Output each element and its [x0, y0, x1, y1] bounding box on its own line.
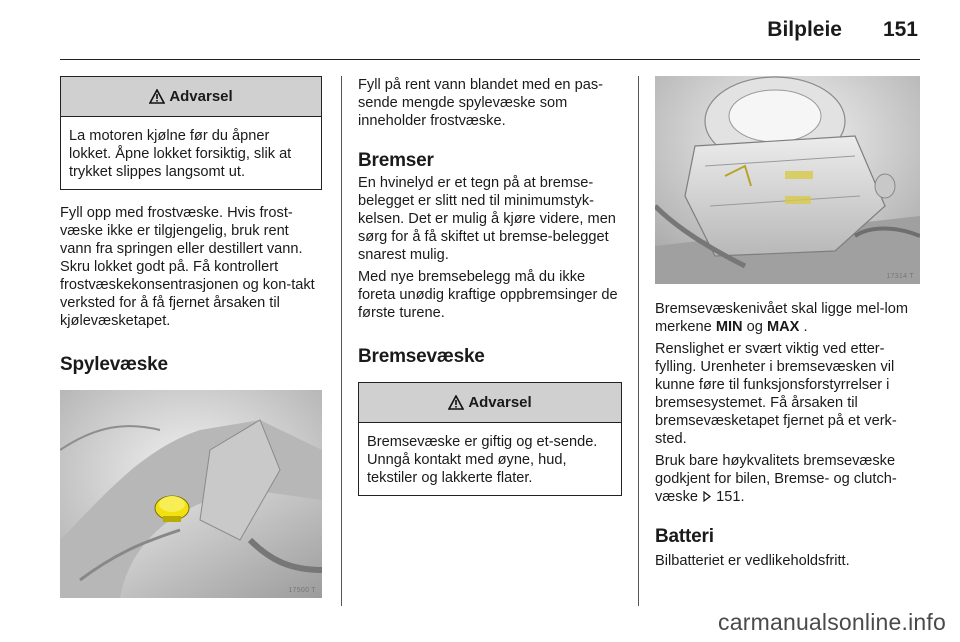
watermark: carmanualsonline.info — [718, 609, 946, 635]
text-segment: Bruk bare høykvalitets bremsevæske godkjent for bilen, Bremse- og clutch-væske — [655, 453, 897, 505]
washer-fluid-paragraph: Fyll på rent vann blandet med en pas-sende mengde spylevæske som inneholder frostvæske. — [358, 77, 603, 129]
coolant-paragraph: Fyll opp med frostvæske. Hvis frost-væske ikke er tilgjengelig, bruk rent vann fra springen eller destillert vann. Skru lokket godt på. Få kontrollert frostvæskekonsentrasjonen og kon-takt verksted for å få fjernet årsaken til kjølevæsketapet. — [60, 205, 315, 329]
warning-title: Advarsel — [468, 394, 532, 411]
washer-reservoir-illustration — [60, 390, 322, 598]
brake-reservoir-illustration — [655, 76, 920, 284]
image-code: 17314 T — [886, 273, 914, 280]
section-heading-brakes: Bremser — [358, 150, 434, 171]
page-number: 151 — [882, 18, 918, 41]
page-reference: 151. — [712, 489, 745, 505]
warning-header — [61, 77, 321, 117]
column-divider-1 — [341, 76, 342, 606]
section-heading-washer-fluid: Spylevæske — [60, 354, 168, 375]
middle-column — [358, 76, 622, 496]
page-title: Bilpleie — [767, 18, 842, 41]
left-column — [60, 76, 322, 598]
section-heading-brake-fluid: Bremsevæske — [358, 346, 485, 367]
column-divider-2 — [638, 76, 639, 606]
warning-text: Bremsevæske er giftig og et-sende. Unngå kontakt med øyne, hud, tekstiler og lakkerte flater. — [367, 434, 598, 486]
text-segment: Bremsevæskenivået skal ligge mel-lom merkene — [655, 301, 909, 335]
arrow-reference-icon — [702, 491, 712, 502]
brake-fluid-reservoir-image — [655, 76, 920, 284]
max-mark: MAX — [766, 319, 800, 335]
text-segment: . — [799, 319, 808, 335]
battery-paragraph: Bilbatteriet er vedlikeholdsfritt. — [655, 553, 850, 569]
warning-header — [359, 383, 621, 423]
text-segment: og — [742, 319, 767, 335]
right-column — [655, 76, 923, 574]
brakes-paragraph-1: En hvinelyd er et tegn på at bremse-belegget er slitt ned til minimumstyk-kelsen. Det er mulig å kjøre videre, men sørg for å få skiftet ut bremse-belegget snarest mulig. — [358, 175, 616, 263]
page-header — [60, 0, 920, 60]
warning-title: Advarsel — [169, 88, 233, 105]
washer-fluid-reservoir-image — [60, 390, 322, 598]
warning-box-coolant — [60, 76, 322, 190]
warning-triangle-icon — [448, 395, 464, 410]
cleanliness-paragraph: Renslighet er svært viktig ved etter-fylling. Urenheter i bremsevæsken vil kunne føre til funksjonsforstyrrelser i bremsesystemet. Få årsaken til bremsevæsketapet fjernet på et verk-sted. — [655, 341, 897, 447]
brakes-paragraph-2: Med nye bremsebelegg må du ikke foreta unødig kraftige oppbremsinger de første turene. — [358, 269, 618, 321]
min-mark: MIN — [715, 319, 743, 335]
brake-fluid-level-paragraph — [655, 300, 923, 336]
section-heading-battery: Batteri — [655, 526, 714, 547]
warning-triangle-icon — [149, 89, 165, 104]
image-code: 17500 T — [288, 587, 316, 594]
warning-text: La motoren kjølne før du åpner lokket. Åpne lokket forsiktig, slik at trykket slippes langsomt ut. — [69, 128, 292, 180]
brake-fluid-type-paragraph — [655, 452, 923, 506]
warning-box-brake-fluid — [358, 382, 622, 496]
